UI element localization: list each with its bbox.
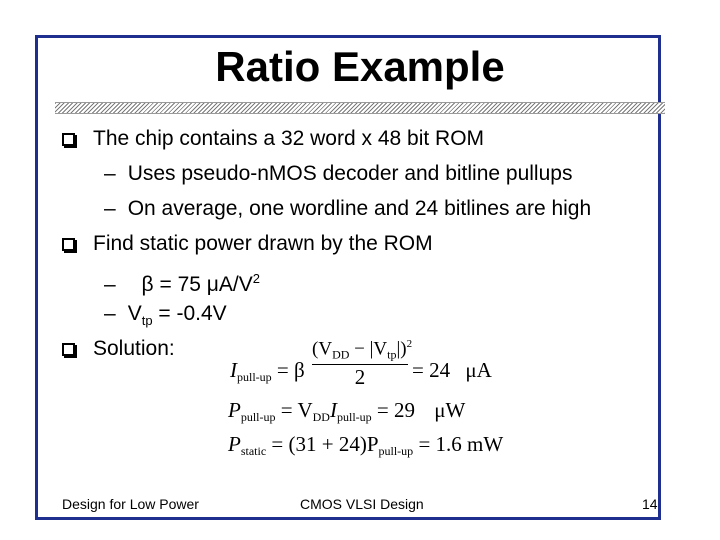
bullet-solution: Solution: — [62, 336, 175, 362]
equation-fraction: $(V_{DD} - |V_{tp}|)^2$ 2 — [312, 338, 413, 390]
slide-title: Ratio Example — [215, 43, 505, 90]
square-bullet-icon — [62, 133, 75, 146]
sub-bullet-decoder: – Uses pseudo-nMOS decoder and bitline pullups — [104, 162, 573, 185]
footer-course: Design for Low Power — [62, 496, 199, 512]
equation-static-power: $P_{static} = (31 + 24)P_{pull-up} = 1.6$ mW — [228, 432, 504, 458]
footer-title: CMOS VLSI Design — [300, 496, 424, 512]
title-divider — [55, 102, 665, 114]
sub-bullet-beta: – β = 75 $\mu A/V^2$ — [104, 271, 260, 296]
square-bullet-icon — [62, 238, 75, 251]
sub-bullet-vtp: – $V_{tp} = -0.4V$ — [104, 302, 227, 328]
page-number: 14 — [642, 496, 658, 512]
bullet-static-power: Find static power drawn by the ROM — [62, 231, 433, 257]
sub-bullet-average: – On average, one wordline and 24 bitlines are high — [104, 197, 592, 220]
equation-pullup-current: $I_{pull-up} = \beta$ — [230, 358, 305, 384]
square-bullet-icon — [62, 343, 75, 356]
equation-pullup-result: = 24 μA — [412, 358, 492, 382]
bullet-chip: The chip contains a 32 word x 48 bit ROM — [62, 126, 484, 152]
equation-pullup-power: $P_{pull-up} = V_{DD}I_{pull-up} = 29$ μW — [228, 398, 466, 424]
